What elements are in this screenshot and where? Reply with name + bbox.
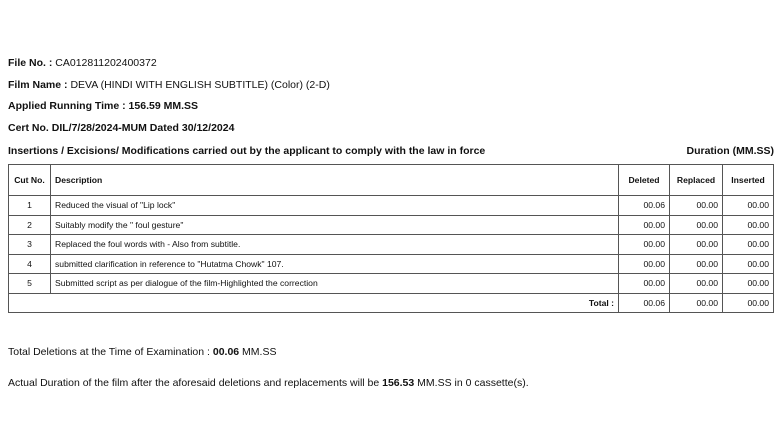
- table-row: [9, 254, 774, 274]
- cell-cut-no: 3: [9, 235, 51, 255]
- cell-replaced: 00.00: [670, 254, 723, 274]
- total-deletions-suffix: MM.SS: [239, 346, 277, 358]
- applied-running-time: Applied Running Time : 156.59 MM.SS: [8, 100, 198, 112]
- film-name-label: Film Name :: [8, 79, 68, 91]
- total-deletions-value: 00.06: [212, 346, 240, 358]
- cell-description: Reduced the visual of "Lip lock": [51, 196, 619, 216]
- cell-description: Submitted script as per dialogue of the film-Highlighted the correction: [51, 274, 619, 294]
- table-row: [9, 196, 774, 216]
- total-deletions-prefix: Total Deletions at the Time of Examination :: [8, 346, 213, 358]
- cell-inserted: 00.00: [723, 254, 774, 274]
- total-replaced: 00.00: [670, 293, 723, 313]
- cell-description: submitted clarification in reference to "Hutatma Chowk" 107.: [51, 254, 619, 274]
- cell-inserted: 00.00: [723, 196, 774, 216]
- total-deleted: 00.06: [619, 293, 670, 313]
- cell-deleted: 00.00: [619, 254, 670, 274]
- film-name-value: DEVA (HINDI WITH ENGLISH SUBTITLE) (Color) (2-D): [70, 79, 330, 91]
- cell-replaced: 00.00: [670, 274, 723, 294]
- total-label: Total :: [9, 293, 619, 313]
- cell-cut-no: 1: [9, 196, 51, 216]
- column-header-description: Description: [51, 165, 619, 196]
- file-number: [8, 57, 157, 69]
- total-row: [9, 293, 774, 313]
- section-heading: [8, 145, 774, 157]
- section-title: Insertions / Excisions/ Modifications carried out by the applicant to comply with the law in force: [8, 145, 486, 157]
- cell-deleted: 00.00: [619, 274, 670, 294]
- column-header-replaced: Replaced: [670, 165, 723, 196]
- cell-cut-no: 2: [9, 215, 51, 235]
- cell-cut-no: 4: [9, 254, 51, 274]
- actual-duration-line: [8, 377, 529, 389]
- cell-replaced: 00.00: [670, 215, 723, 235]
- table-row: [9, 235, 774, 255]
- total-inserted: 00.00: [723, 293, 774, 313]
- cell-description: Suitably modify the " foul gesture": [51, 215, 619, 235]
- table-row: [9, 274, 774, 294]
- table-header-row: [9, 165, 774, 196]
- cell-replaced: 00.00: [670, 196, 723, 216]
- actual-duration-suffix: MM.SS in 0 cassette(s).: [414, 377, 529, 389]
- total-deletions-line: [8, 346, 276, 358]
- column-header-deleted: Deleted: [619, 165, 670, 196]
- file-number-label: File No. :: [8, 57, 53, 69]
- cell-inserted: 00.00: [723, 235, 774, 255]
- duration-label: Duration (MM.SS): [686, 145, 774, 157]
- cell-cut-no: 5: [9, 274, 51, 294]
- cell-deleted: 00.00: [619, 235, 670, 255]
- column-header-inserted: Inserted: [723, 165, 774, 196]
- cell-inserted: 00.00: [723, 215, 774, 235]
- actual-duration-value: 156.53: [382, 377, 415, 389]
- cell-deleted: 00.00: [619, 215, 670, 235]
- cell-description: Replaced the foul words with - Also from subtitle.: [51, 235, 619, 255]
- cell-deleted: 00.06: [619, 196, 670, 216]
- table-row: [9, 215, 774, 235]
- certificate-number: Cert No. DIL/7/28/2024-MUM Dated 30/12/2024: [8, 122, 235, 134]
- actual-duration-prefix: Actual Duration of the film after the aforesaid deletions and replacements will be: [8, 377, 383, 389]
- column-header-cut-no: Cut No.: [9, 165, 51, 196]
- cell-inserted: 00.00: [723, 274, 774, 294]
- cell-replaced: 00.00: [670, 235, 723, 255]
- cuts-table: [8, 164, 774, 313]
- film-name: [8, 79, 330, 91]
- file-number-value: CA012811202400372: [55, 57, 157, 69]
